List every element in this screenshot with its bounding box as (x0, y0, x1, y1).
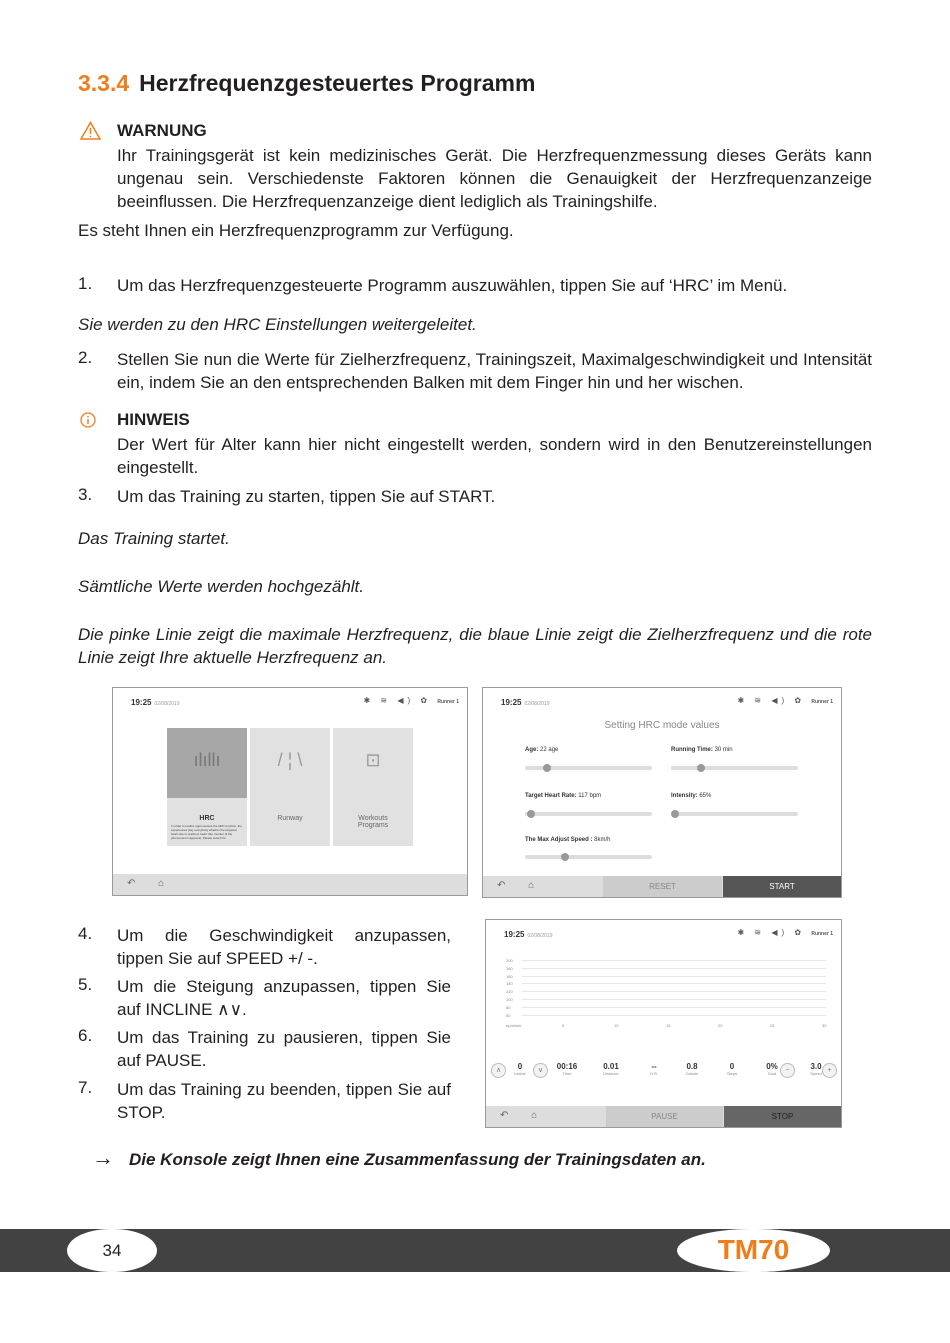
step-number: 5. (78, 975, 93, 994)
status-icons: ✱ ≋ ◀) ✿ Runner 1 (737, 696, 833, 705)
x-tick-label: 5 (562, 1023, 565, 1028)
warning-text: Ihr Trainingsgerät ist kein medizinisches Gerät. Die Herzfrequenzmessung dieses Geräts kann ungenau sein. Verschiedenste Faktoren können die Genauigkeit der Herzfrequenzanzeige beeinflussen. Die Herzfrequenzanzeige dient lediglich als Trainingshilfe. (117, 146, 872, 211)
hint-label: HINWEIS (117, 410, 190, 429)
chart-gridline (522, 1007, 826, 1008)
screenshot-hrc-settings (482, 687, 842, 898)
section-number: 3.3.4 (78, 70, 130, 96)
runway-tile (250, 728, 330, 846)
x-tick-label: 30 (822, 1023, 827, 1028)
stat-name: Steps (726, 1071, 738, 1076)
target-hr-field: Target Heart Rate: 117 bpm (525, 793, 602, 799)
x-unit: bpm/min (506, 1023, 522, 1028)
age-field: Age: 22 age (525, 747, 559, 753)
step-1-result: Sie werden zu den HRC Einstellungen weitergeleitet. (78, 315, 477, 334)
step-3-result-a: Das Training startet. (78, 529, 230, 548)
bottom-bar (486, 1106, 841, 1127)
step-number: 6. (78, 1026, 93, 1045)
running-time-field: Running Time: 30 min (671, 747, 733, 753)
stat-name: Goal (767, 1071, 777, 1076)
chart-gridline (522, 976, 826, 977)
intensity-slider[interactable] (671, 812, 798, 816)
user-name: Runner 1 (811, 931, 833, 937)
stat-value: -- (651, 1062, 657, 1071)
step-number: 7. (78, 1078, 93, 1097)
section-title: Herzfrequenzgesteuertes Programm (139, 70, 536, 96)
bottom-bar (113, 874, 467, 895)
back-home-icons: ↶ ⌂ (500, 1110, 548, 1121)
speed-minus-button[interactable]: − (780, 1063, 795, 1078)
y-tick-label: 100 (506, 997, 513, 1002)
speed-plus-button[interactable]: + (822, 1063, 837, 1078)
stat-calorie (674, 1062, 710, 1076)
page-number: 34 (102, 1241, 122, 1260)
x-tick-label: 20 (718, 1023, 723, 1028)
arrow-right-icon: → (92, 1145, 114, 1170)
settings-title: Setting HRC mode values (604, 720, 720, 731)
step-3-result-b: Sämtliche Werte werden hochgezählt. (78, 577, 365, 596)
conclusion-text: Die Konsole zeigt Ihnen eine Zusammenfassung der Trainingsdaten an. (129, 1150, 706, 1169)
hrc-tile (167, 728, 247, 846)
start-button[interactable]: START (723, 876, 841, 897)
brand-logo: TM70 (717, 1234, 790, 1265)
stat-name: H.R. (650, 1071, 658, 1076)
target-hr-slider[interactable] (525, 812, 652, 816)
step-3-text: Um das Training zu starten, tippen Sie auf START. (117, 487, 496, 506)
status-icons: ✱ ≋ ◀) ✿ Runner 1 (737, 928, 833, 937)
stat-steps (714, 1062, 750, 1076)
workouts-tile (333, 728, 413, 846)
step-number: 4. (78, 924, 93, 943)
step-5-text: Um die Steigung anzupassen, tippen Sie auf INCLINE ∧∨. (117, 977, 451, 1019)
status-bar (486, 920, 841, 948)
y-tick-label: 180 (506, 965, 513, 971)
chart-gridline (522, 983, 826, 984)
stat-value: 00:16 (556, 1062, 578, 1071)
status-icons: ✱ ≋ ◀) ✿ Runner 1 (363, 696, 459, 705)
warning-label: WARNUNG (117, 121, 207, 140)
stat-value: 0% (766, 1062, 778, 1071)
x-tick-label: 15 (666, 1023, 671, 1028)
back-home-icons: ↶ ⌂ (497, 880, 545, 891)
stat-time (549, 1062, 585, 1076)
max-speed-slider[interactable] (525, 855, 652, 859)
step-3-result-c: Die pinke Linie zeigt die maximale Herzfrequenz, die blaue Linie zeigt die Zielherzfrequenz und die rote Linie zeigt Ihre aktuelle Herzfrequenz an. (78, 625, 872, 667)
step-number: 2. (78, 348, 93, 367)
clock: 19:25 02/08/2019 (501, 698, 550, 707)
stat-name: Calorie (685, 1071, 699, 1076)
back-home-icons: ↶ ⌂ (127, 878, 175, 889)
stat-value: 0 (729, 1062, 735, 1071)
info-icon (80, 412, 96, 428)
intro-text: Es steht Ihnen ein Herzfrequenzprogramm zur Verfügung. (78, 221, 514, 240)
bars-icon: ılıllı (193, 750, 221, 770)
clock: 19:25 02/08/2019 (504, 930, 553, 939)
y-tick-label: 60 (506, 1012, 511, 1018)
y-tick-label: 140 (506, 981, 513, 987)
step-2-text: Stellen Sie nun die Werte für Zielherzfrequenz, Trainingszeit, Maximalgeschwindigkeit und Intensität ein, indem Sie an den entsprechenden Balken mit dem Finger hin und her wischen. (117, 350, 872, 392)
running-time-slider[interactable] (671, 766, 798, 770)
reset-button[interactable]: RESET (603, 876, 722, 897)
stat-value: 0.8 (686, 1062, 698, 1071)
status-bar (483, 688, 841, 716)
stat-value: 0.01 (603, 1062, 619, 1071)
screenshot-main-menu (112, 687, 468, 896)
stop-button[interactable]: STOP (724, 1106, 841, 1127)
incline-down-button[interactable]: ∨ (533, 1063, 548, 1078)
step-4-text: Um die Geschwindigkeit anzupassen, tippen Sie auf SPEED +/ -. (117, 926, 451, 968)
chart-gridline (522, 960, 826, 961)
stat-name: Distance (603, 1071, 619, 1076)
clock: 19:25 02/08/2019 (131, 698, 180, 707)
runway-label: Runway (277, 815, 303, 822)
workouts-label: Workouts Programs (357, 815, 389, 829)
intensity-field: Intensity: 65% (671, 793, 712, 799)
screenshot-running (485, 919, 842, 1128)
hint-text: Der Wert für Alter kann hier nicht eingestellt werden, sondern wird in den Benutzereinstellungen eingestellt. (117, 435, 872, 477)
x-tick-label: 10 (614, 1023, 619, 1028)
stat-name: Time (562, 1071, 572, 1076)
step-7-text: Um das Training zu beenden, tippen Sie auf STOP. (117, 1080, 451, 1122)
stat-value: 0 (517, 1062, 523, 1071)
chart-gridline (522, 968, 826, 969)
stat-incline (502, 1062, 538, 1076)
y-tick-label: 80 (506, 1004, 511, 1010)
status-bar (113, 688, 467, 716)
age-slider (525, 766, 652, 770)
step-number: 1. (78, 274, 93, 293)
x-tick-label: 25 (770, 1023, 775, 1028)
stat-name: Incline (514, 1071, 526, 1076)
stat-distance (593, 1062, 629, 1076)
step-6-text: Um das Training zu pausieren, tippen Sie auf PAUSE. (117, 1028, 451, 1070)
warning-icon (80, 121, 101, 140)
incline-up-button[interactable]: ∧ (491, 1063, 506, 1078)
y-tick-label: 160 (506, 973, 513, 979)
chart-gridline (522, 999, 826, 1000)
book-icon: ⊡ (365, 750, 381, 770)
max-speed-field: The Max Adjust Speed : 8km/h (525, 837, 611, 843)
stat-name: Speed (810, 1071, 822, 1076)
y-tick-label: 200 (506, 958, 513, 963)
step-1-text: Um das Herzfrequenzgesteuerte Programm auszuwählen, tippen Sie auf ‘HRC’ im Menü. (117, 276, 788, 295)
step-number: 3. (78, 485, 93, 504)
y-tick-label: 120 (506, 989, 513, 995)
user-name: Runner 1 (811, 699, 833, 705)
bottom-bar (483, 876, 841, 897)
hrc-label: HRC (199, 815, 215, 822)
road-icon: / ¦ \ (277, 750, 303, 770)
stat-value: 3.0 (810, 1062, 822, 1071)
chart-gridline (522, 1015, 826, 1016)
user-name: Runner 1 (437, 699, 459, 705)
stat-goal (754, 1062, 790, 1076)
stat-hr (636, 1062, 672, 1076)
stat-speed (798, 1062, 834, 1076)
hrc-description: In order to realize rigorousness the HRC function, the experiences play everybody whether the targeted heart rate is reached, heart rate monitor (if the phenomenon appears). Please select the. (171, 824, 242, 840)
section-heading (78, 70, 535, 97)
chart-gridline (522, 991, 826, 992)
pause-button[interactable]: PAUSE (606, 1106, 723, 1127)
